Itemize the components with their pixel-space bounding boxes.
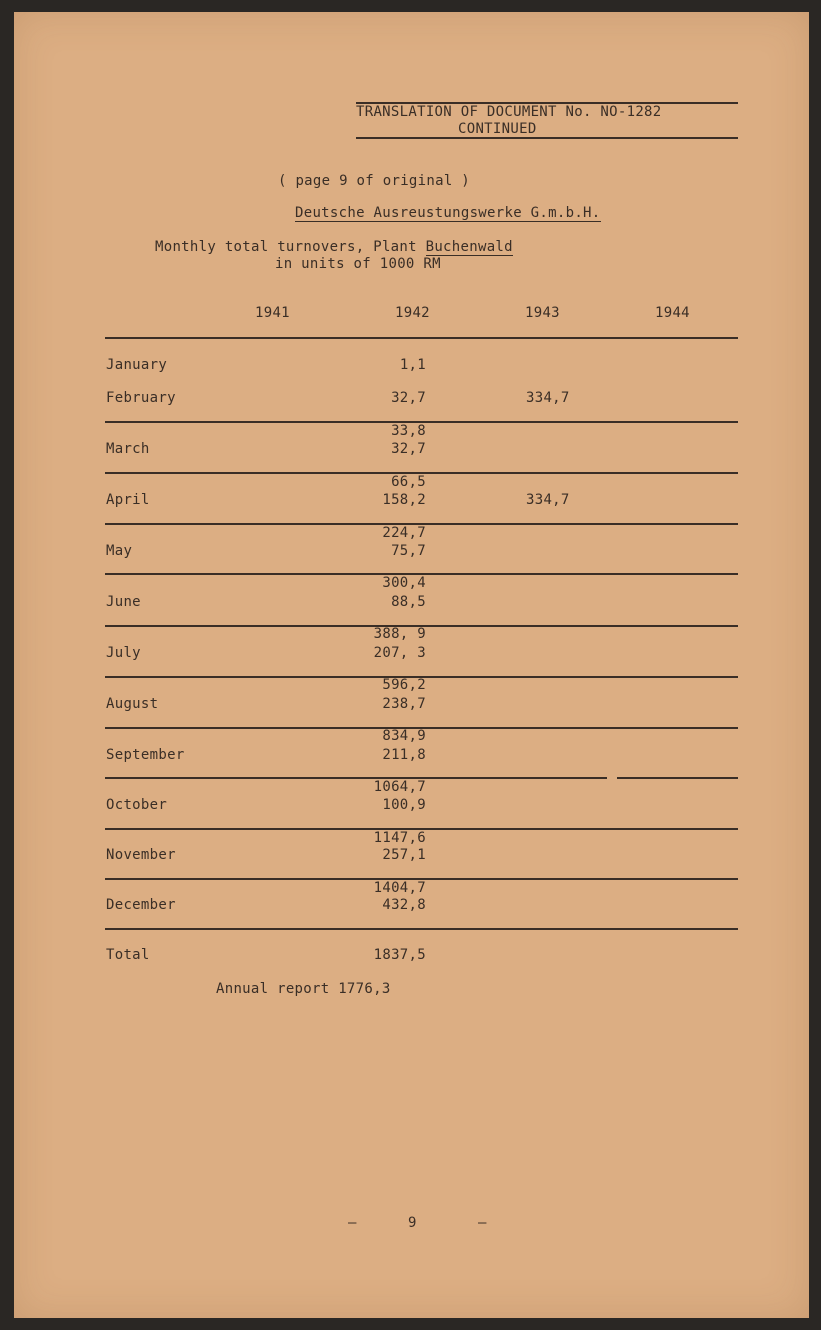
cumulative-1942: 224,7: [382, 525, 426, 541]
value-1942: 238,7: [382, 696, 426, 712]
table-title-line2: in units of 1000 RM: [275, 256, 441, 272]
header-rule-bottom: [356, 137, 738, 139]
header-title: TRANSLATION OF DOCUMENT No. NO-1282: [356, 104, 662, 120]
cumulative-1942: 596,2: [382, 677, 426, 693]
cumulative-1942: 388, 9: [373, 626, 426, 642]
value-1942: 432,8: [382, 897, 426, 913]
month-label: April: [106, 492, 150, 508]
footer-dash-right: –: [478, 1215, 487, 1231]
total-label: Total: [106, 947, 150, 963]
company-name: Deutsche Ausreustungswerke G.m.b.H.: [295, 205, 601, 221]
month-label: November: [106, 847, 176, 863]
cumulative-1942: 1147,6: [373, 830, 426, 846]
month-label: June: [106, 594, 141, 610]
page-reference: ( page 9 of original ): [278, 173, 471, 189]
footer-dash-left: –: [348, 1215, 357, 1231]
month-label: August: [106, 696, 159, 712]
value-1942: 32,7: [391, 441, 426, 457]
document-page: [14, 12, 809, 1318]
value-1942: 75,7: [391, 543, 426, 559]
cumulative-1942: 1404,7: [373, 880, 426, 896]
month-label: May: [106, 543, 133, 559]
month-label: January: [106, 357, 168, 373]
column-header-1942: 1942: [395, 305, 430, 321]
month-label: February: [106, 390, 176, 406]
month-label: October: [106, 797, 168, 813]
row-divider: [105, 928, 738, 930]
value-1942: 88,5: [391, 594, 426, 610]
annual-report: Annual report 1776,3: [216, 981, 391, 997]
month-label: July: [106, 645, 141, 661]
value-1942: 100,9: [382, 797, 426, 813]
month-label: September: [106, 747, 185, 763]
value-1942: 207, 3: [373, 645, 426, 661]
row-divider: [617, 777, 738, 779]
header-continued: CONTINUED: [458, 121, 537, 137]
table-title-prefix: Monthly total turnovers, Plant: [155, 239, 426, 255]
value-1942: 211,8: [382, 747, 426, 763]
cumulative-1942: 1064,7: [373, 779, 426, 795]
column-header-1944: 1944: [655, 305, 690, 321]
plant-name: Buchenwald: [425, 239, 513, 255]
month-label: March: [106, 441, 150, 457]
column-header-1943: 1943: [525, 305, 560, 321]
cumulative-1942: 834,9: [382, 728, 426, 744]
column-header-1941: 1941: [255, 305, 290, 321]
value-1942: 158,2: [382, 492, 426, 508]
value-1942: 257,1: [382, 847, 426, 863]
cumulative-1942: 33,8: [391, 423, 426, 439]
total-1942: 1837,5: [373, 947, 426, 963]
header-divider: [105, 337, 738, 339]
value-1943: 334,7: [526, 492, 570, 508]
month-label: December: [106, 897, 176, 913]
table-title-line1: [155, 239, 513, 255]
cumulative-1942: 300,4: [382, 575, 426, 591]
value-1942: 32,7: [391, 390, 426, 406]
page-number: 9: [408, 1215, 417, 1231]
value-1942: 1,1: [399, 357, 426, 373]
value-1943: 334,7: [526, 390, 570, 406]
cumulative-1942: 66,5: [391, 474, 426, 490]
